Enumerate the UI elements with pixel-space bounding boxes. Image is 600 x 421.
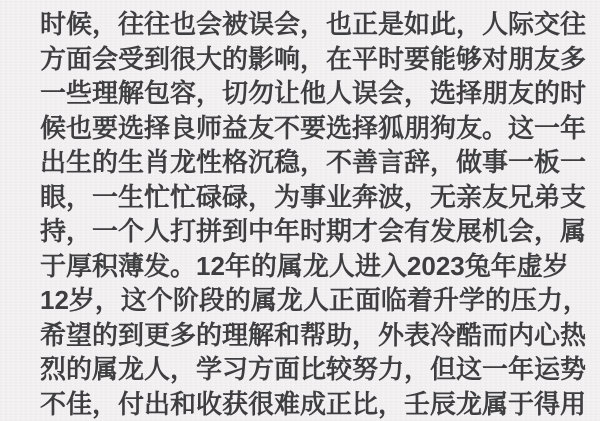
text-line: 12岁，这个阶段的属龙人正面临着升学的压力， xyxy=(40,283,588,318)
text-line: 希望的到更多的理解和帮助，外表冷酷而内心热 xyxy=(40,318,588,353)
text-line-clipped: 不佳，付出和收获很难成正比，壬辰龙属于得用 xyxy=(40,387,588,421)
text-line: 候也要选择良师益友不要选择狐朋狗友。这一年 xyxy=(40,111,588,146)
text-line: 于厚积薄发。12年的属龙人进入2023兔年虚岁 xyxy=(40,249,588,284)
text-line: 出生的生肖龙性格沉稳，不善言辞，做事一板一 xyxy=(40,145,588,180)
text-line: 方面会受到很大的影响，在平时要能够对朋友多 xyxy=(40,42,588,77)
text-line: 时候，往往也会被误会，也正是如此，人际交往 xyxy=(40,7,588,42)
text-line: 眼，一生忙忙碌碌，为事业奔波，无亲友兄弟支 xyxy=(40,180,588,215)
text-line: 一些理解包容，切勿让他人误会，选择朋友的时 xyxy=(40,76,588,111)
text-line: 持，一个人打拼到中年时期才会有发展机会，属 xyxy=(40,214,588,249)
text-line: 烈的属龙人，学习方面比较努力，但这一年运势 xyxy=(40,352,588,387)
